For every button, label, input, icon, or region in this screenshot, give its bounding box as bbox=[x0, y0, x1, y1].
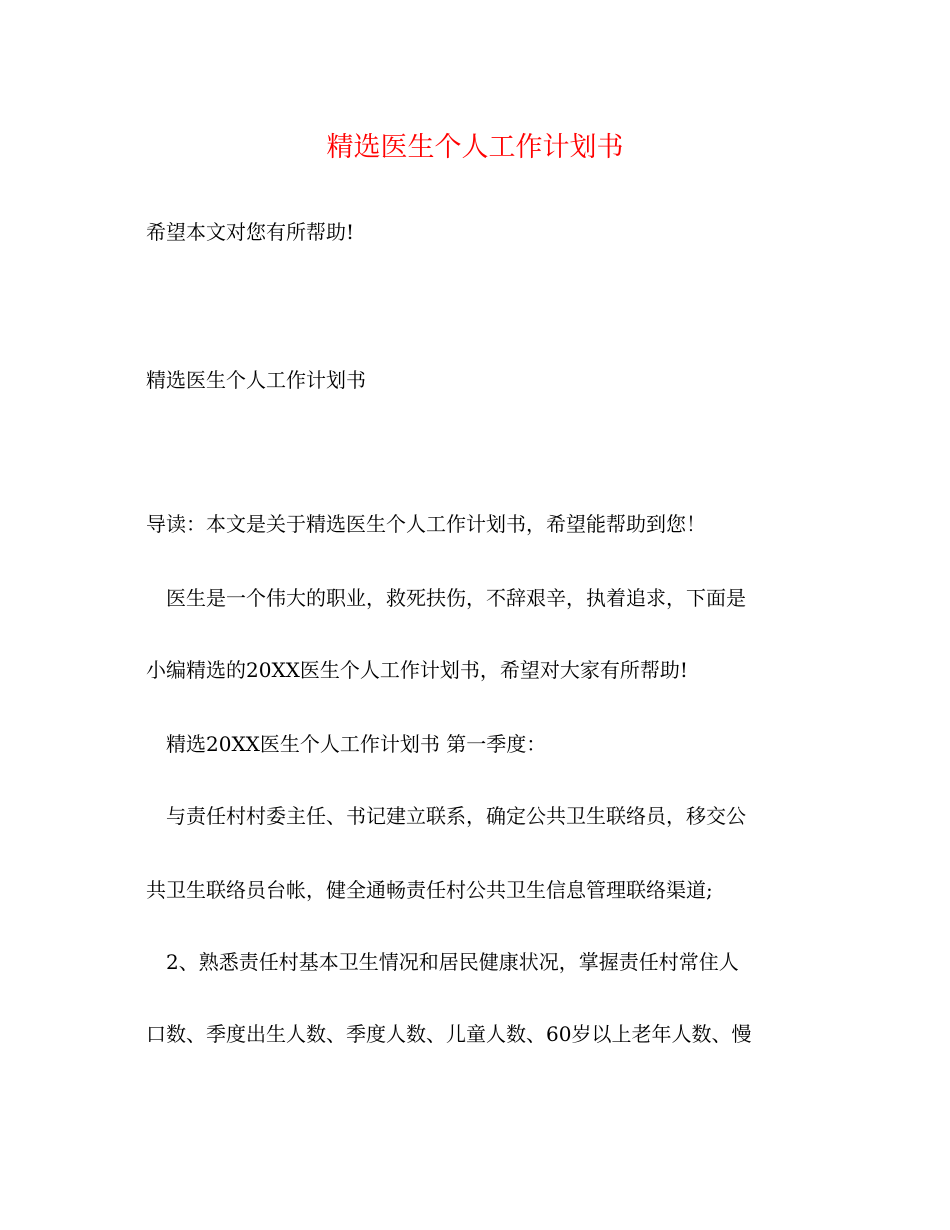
paragraph-line: 与责任村村委主任、书记建立联系，确定公共卫生联络员，移交公 bbox=[166, 804, 746, 828]
section-heading-line: 精选20XX医生个人工作计划书 第一季度： bbox=[166, 732, 547, 756]
paragraph-line: 2、熟悉责任村基本卫生情况和居民健康状况，掌握责任村常住人 bbox=[166, 950, 739, 974]
subtitle-line: 精选医生个人工作计划书 bbox=[146, 368, 366, 392]
document-title: 精选医生个人工作计划书 bbox=[326, 132, 624, 163]
guide-line: 导读：本文是关于精选医生个人工作计划书，希望能帮助到您！ bbox=[146, 512, 706, 536]
paragraph-line: 小编精选的20XX医生个人工作计划书，希望对大家有所帮助! bbox=[146, 658, 688, 682]
paragraph-line: 共卫生联络员台帐，健全通畅责任村公共卫生信息管理联络渠道; bbox=[146, 878, 713, 902]
intro-line: 希望本文对您有所帮助! bbox=[146, 220, 355, 244]
paragraph-line: 医生是一个伟大的职业，救死扶伤，不辞艰辛，执着追求，下面是 bbox=[166, 586, 746, 610]
paragraph-line: 口数、季度出生人数、季度人数、儿童人数、60岁以上老年人数、慢 bbox=[146, 1022, 752, 1046]
